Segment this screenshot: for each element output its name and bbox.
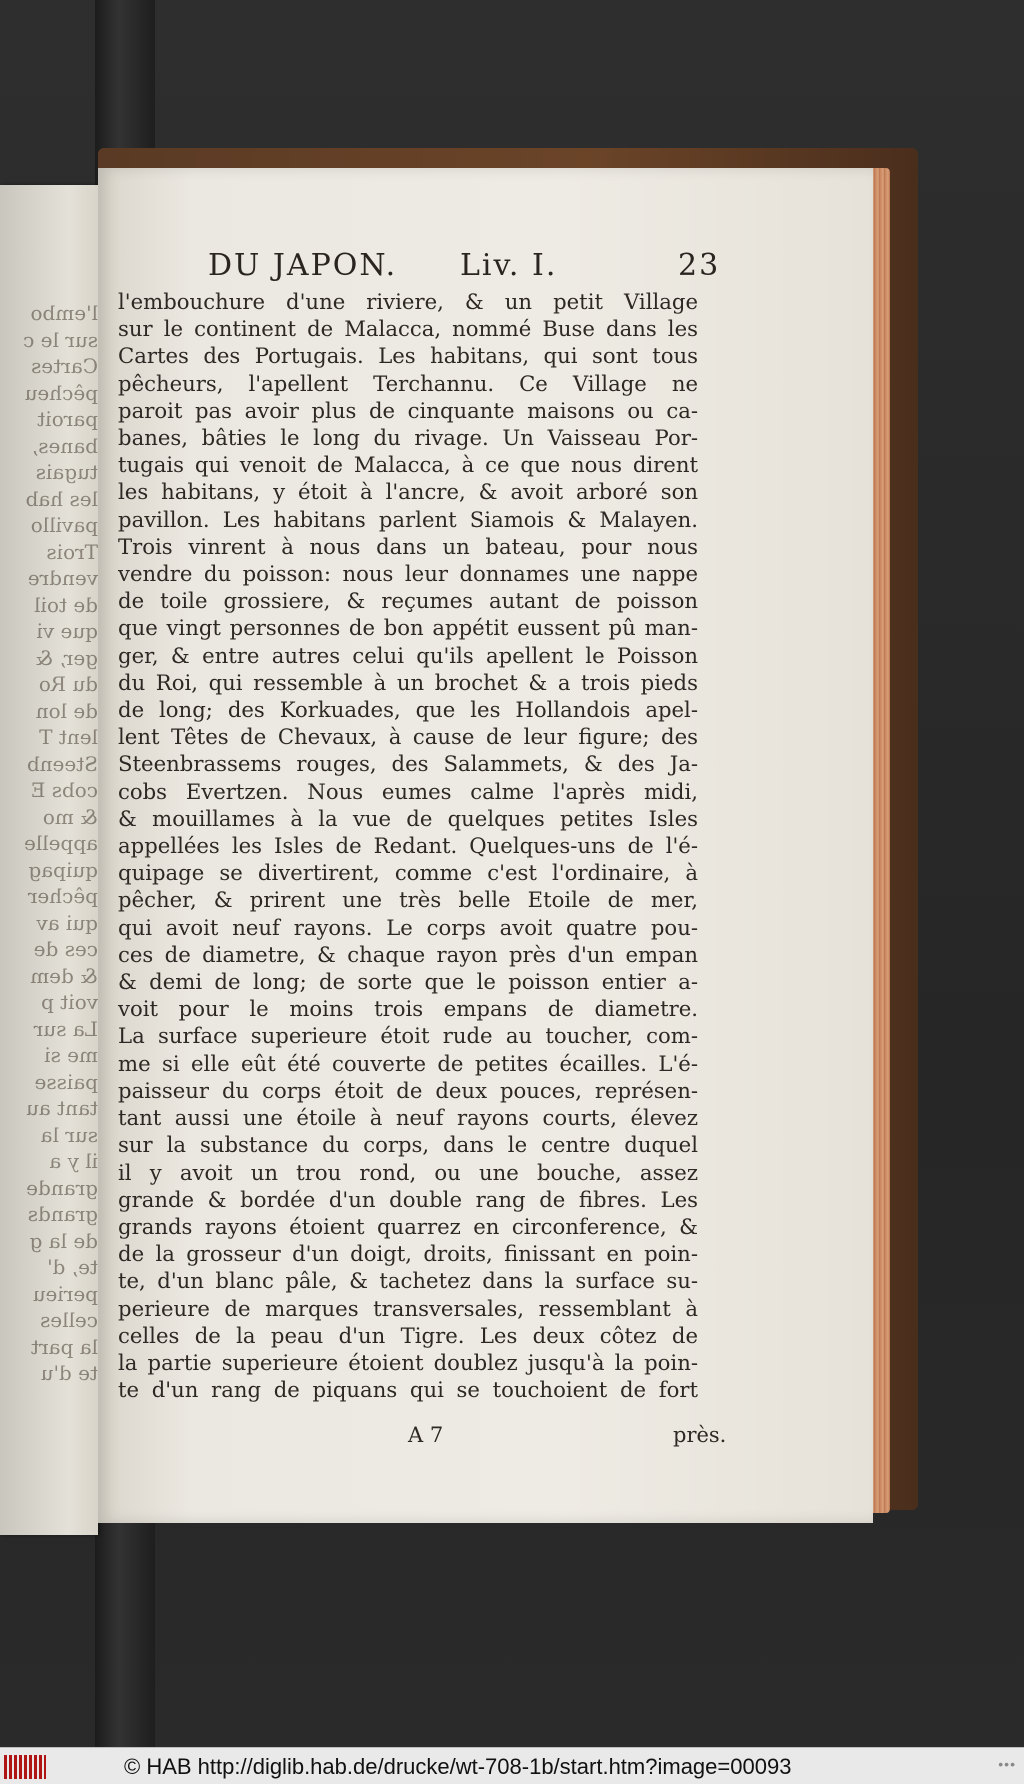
signature-mark: A 7 <box>408 1423 444 1447</box>
facing-fragment: grande <box>26 1175 98 1200</box>
text-line: La surface superieure étoit rude au toucher, com- <box>118 1023 698 1049</box>
text-line: sur le continent de Malacca, nommé Buse dans les <box>118 316 698 342</box>
text-line: & mouillames à la vue de quelques petites Isles <box>118 805 698 831</box>
facing-fragment: la part <box>30 1334 98 1359</box>
facing-fragment: l'embo <box>30 301 98 325</box>
facing-fragment: La sur <box>33 1016 98 1041</box>
text-line: quipage se divertirent, comme c'est l'ordinaire, à <box>118 860 698 886</box>
facing-fragment: paisse <box>34 1069 98 1094</box>
text-line: Steenbrassems rouges, des Salammets, & des Ja- <box>118 751 698 777</box>
facing-fragment: celles <box>40 1308 98 1332</box>
text-line: de toile grossiere, & reçumes autant de poisson <box>118 588 698 614</box>
facing-fragment: ger, & <box>35 645 98 670</box>
facing-page-ghost-text <box>4 300 98 1387</box>
facing-fragment: sur la <box>40 1122 98 1147</box>
text-line: tant aussi une étoile à neuf rayons courts, élevez <box>118 1105 698 1131</box>
copyright-bar <box>0 1747 1024 1784</box>
book-page <box>98 168 873 1523</box>
facing-fragment: pavillo <box>30 513 98 537</box>
facing-fragment: les hab <box>25 486 98 511</box>
facing-fragment: perieu <box>32 1281 98 1306</box>
page-number: 23 <box>678 248 721 283</box>
facing-fragment: pêcher <box>27 884 98 908</box>
text-line: que vingt personnes de bon appétit eussent pû man- <box>118 615 698 641</box>
text-line: sur la substance du corps, dans le centre duquel <box>118 1132 698 1158</box>
facing-fragment: sur le c <box>23 327 98 352</box>
text-line: & demi de long; de sorte que le poisson entier a- <box>118 969 698 995</box>
text-line: te d'un rang de piquans qui se touchoient de fort <box>118 1377 698 1403</box>
text-line: la partie superieure étoient doublez jusqu'à la poin- <box>118 1349 698 1375</box>
book-number: Liv. I. <box>460 248 558 283</box>
text-line: Trois vinrent à nous dans un bateau, pour nous <box>118 533 698 559</box>
facing-fragment: banes, <box>31 433 98 458</box>
text-line: les habitans, y étoit à l'ancre, & avoit arboré son <box>118 479 698 505</box>
facing-page-edge <box>0 185 98 1535</box>
text-line: pavillon. Les habitans parlent Siamois & Malayen. <box>118 506 698 532</box>
facing-fragment: quipag <box>28 857 98 882</box>
text-line: paisseur du corps étoit de deux pouces, représen- <box>118 1077 698 1103</box>
facing-fragment: & mo <box>42 804 98 829</box>
facing-fragment: pêcheu <box>24 380 98 405</box>
facing-fragment: te d'u <box>40 1361 98 1385</box>
text-line: qui avoit neuf rayons. Le corps avoit quatre pou- <box>118 914 698 940</box>
text-line: perieure de marques transversales, ressemblant à <box>118 1295 698 1321</box>
facing-fragment: vendre <box>27 566 98 590</box>
text-line: il y avoit un trou rond, ou une bouche, assez <box>118 1159 698 1185</box>
text-line: me si elle eût été couverte de petites écailles. L'é- <box>118 1050 698 1076</box>
facing-fragment: voit p <box>41 990 98 1014</box>
facing-fragment: de la g <box>29 1228 98 1253</box>
body-text <box>118 288 818 1403</box>
text-line: pêcheurs, l'apellent Terchannu. Ce Village ne <box>118 370 698 396</box>
text-line: l'embouchure d'une riviere, & un petit Village <box>118 289 698 314</box>
running-header <box>208 248 788 288</box>
catchword: près. <box>673 1423 727 1447</box>
facing-fragment: Cartes <box>31 354 98 378</box>
text-line: grande & bordée d'un double rang de fibres. Les <box>118 1186 698 1212</box>
text-line: lent Têtes de Chevaux, à cause de leur figure; des <box>118 724 698 750</box>
more-icon[interactable]: ••• <box>998 1756 1016 1772</box>
text-line: vendre du poisson: nous leur donnames une nappe <box>118 561 698 587</box>
text-line: grands rayons étoient quarrez en circonference, & <box>118 1213 698 1239</box>
facing-fragment: du Ro <box>38 672 98 696</box>
facing-fragment: que vi <box>36 619 98 643</box>
text-line: voit pour le moins trois empans de diametre. <box>118 996 698 1022</box>
running-title: DU JAPON. <box>208 248 398 283</box>
facing-fragment: grands <box>27 1202 98 1226</box>
facing-fragment: ces de <box>33 937 98 961</box>
facing-fragment: tugais <box>35 460 98 484</box>
text-line: pêcher, & prirent une très belle Etoile de mer, <box>118 887 698 913</box>
text-line: de la grosseur d'un doigt, droits, finissant en poin- <box>118 1241 698 1267</box>
facing-fragment: appelle <box>24 831 98 855</box>
facing-fragment: qui av <box>36 910 98 935</box>
text-line: de long; des Korkuades, que les Hollandois apel- <box>118 697 698 723</box>
facing-fragment: & dem <box>30 963 98 988</box>
text-line: Cartes des Portugais. Les habitans, qui sont tous <box>118 343 698 369</box>
text-line: paroit pas avoir plus de cinquante maisons ou ca- <box>118 397 698 423</box>
text-line: ger, & entre autres celui qu'ils apellent le Poisson <box>118 642 698 668</box>
facing-fragment: paroit <box>37 407 98 431</box>
page-footer <box>118 1423 727 1453</box>
text-line: te, d'un blanc pâle, & tachetez dans la surface su- <box>118 1268 698 1294</box>
text-line: tugais qui venoit de Malacca, à ce que nous dirent <box>118 452 698 478</box>
facing-fragment: cobs E <box>30 778 98 802</box>
copyright-url[interactable]: © HAB http://diglib.hab.de/drucke/wt-708-1b/start.htm?image=00093 <box>124 1754 792 1779</box>
text-line: cobs Evertzen. Nous eumes calme l'après midi, <box>118 778 698 804</box>
text-line: celles de la peau d'un Tigre. Les deux côtez de <box>118 1322 698 1348</box>
text-line: banes, bâties le long du rivage. Un Vaisseau Por- <box>118 425 698 451</box>
text-line: ces de diametre, & chaque rayon près d'un empan <box>118 941 698 967</box>
facing-fragment: de toil <box>34 592 98 617</box>
facing-fragment: de lon <box>35 698 98 723</box>
text-line: appellées les Isles de Redant. Quelques-uns de l'é- <box>118 833 698 859</box>
text-line: du Roi, qui ressemble à un brochet & a trois pieds <box>118 669 698 695</box>
facing-fragment: il y a <box>49 1149 98 1173</box>
facing-fragment: lent T <box>39 725 98 749</box>
facing-fragment: te, d' <box>47 1255 98 1279</box>
facing-fragment: Steenb <box>26 751 98 776</box>
facing-fragment: tant au <box>25 1096 98 1120</box>
facing-fragment: Trois <box>46 539 98 564</box>
hab-logo-icon <box>4 1755 46 1779</box>
facing-fragment: me si <box>44 1043 98 1067</box>
